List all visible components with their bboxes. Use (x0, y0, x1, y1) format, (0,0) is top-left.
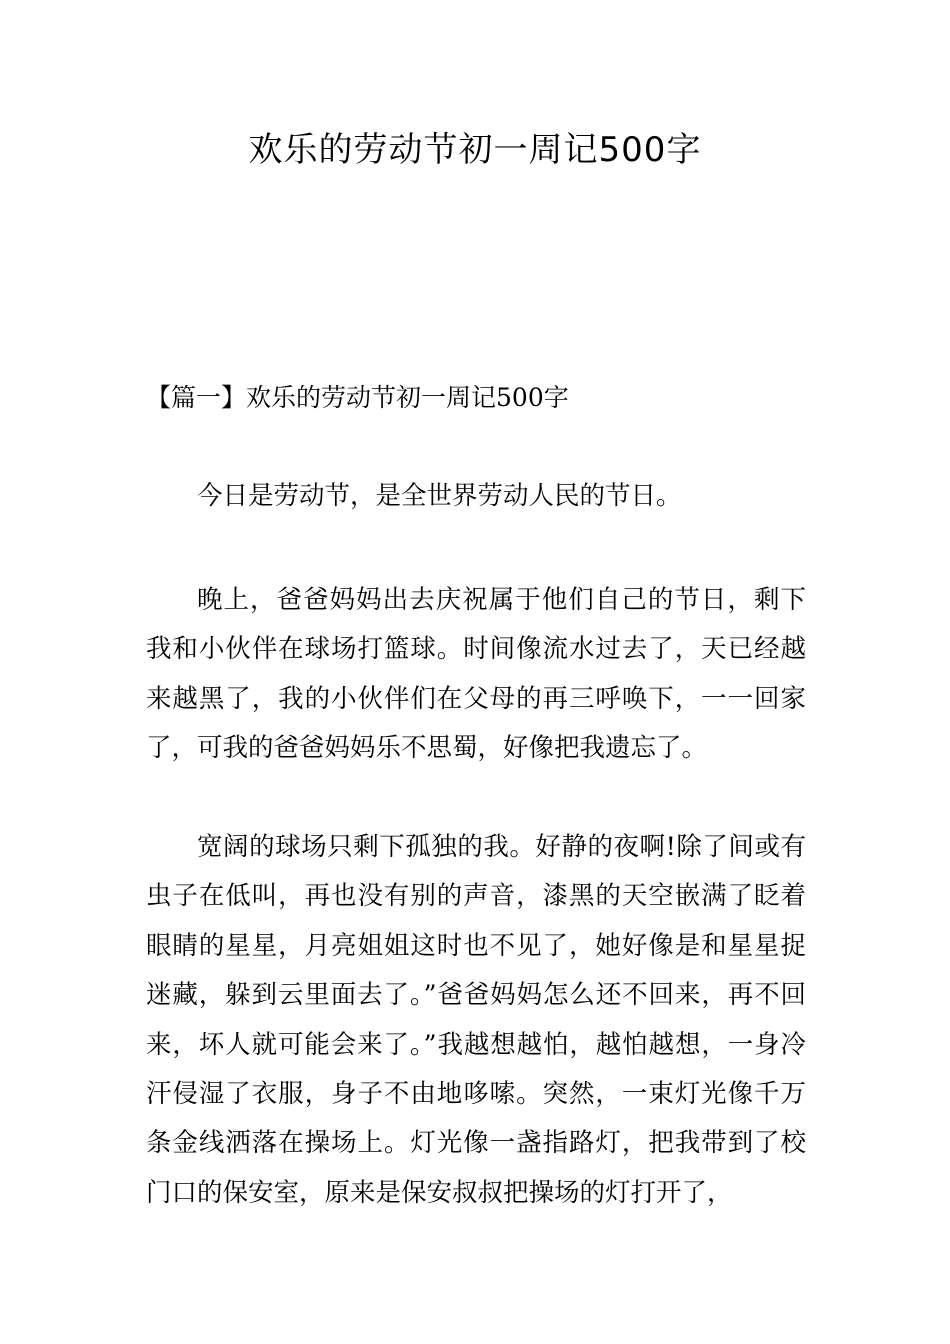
paragraph: 宽阔的球场只剩下孤独的我。好静的夜啊!除了间或有虫子在低叫，再也没有别的声音，漆黑的天空嵌满了眨着眼睛的星星，月亮姐姐这时也不见了，她好像是和星星捉迷藏，躲到云里面去了。”爸爸妈妈怎么还不回来，再不回来，坏人就可能会来了。”我越想越怕，越怕越想，一身冷汗侵湿了衣服，身子不由地哆嗦。突然，一束灯光像千万条金线洒落在操场上。灯光像一盏指路灯，把我带到了校门口的保安室，原来是保安叔叔把操场的灯打开了， (146, 832, 806, 1208)
paragraph: 今日是劳动节，是全世界劳动人民的节日。 (197, 481, 682, 511)
paragraph: 晚上，爸爸妈妈出去庆祝属于他们自己的节日，剩下我和小伙伴在球场打篮球。时间像流水过去了，天已经越来越黑了，我的小伙伴们在父母的再三呼唤下，一一回家了，可我的爸爸妈妈乐不思蜀，好像把我遗忘了。 (146, 585, 806, 764)
document-title: 欢乐的劳动节初一周记500字 (248, 130, 702, 170)
section-heading: 【篇一】欢乐的劳动节初一周记500字 (146, 383, 569, 412)
